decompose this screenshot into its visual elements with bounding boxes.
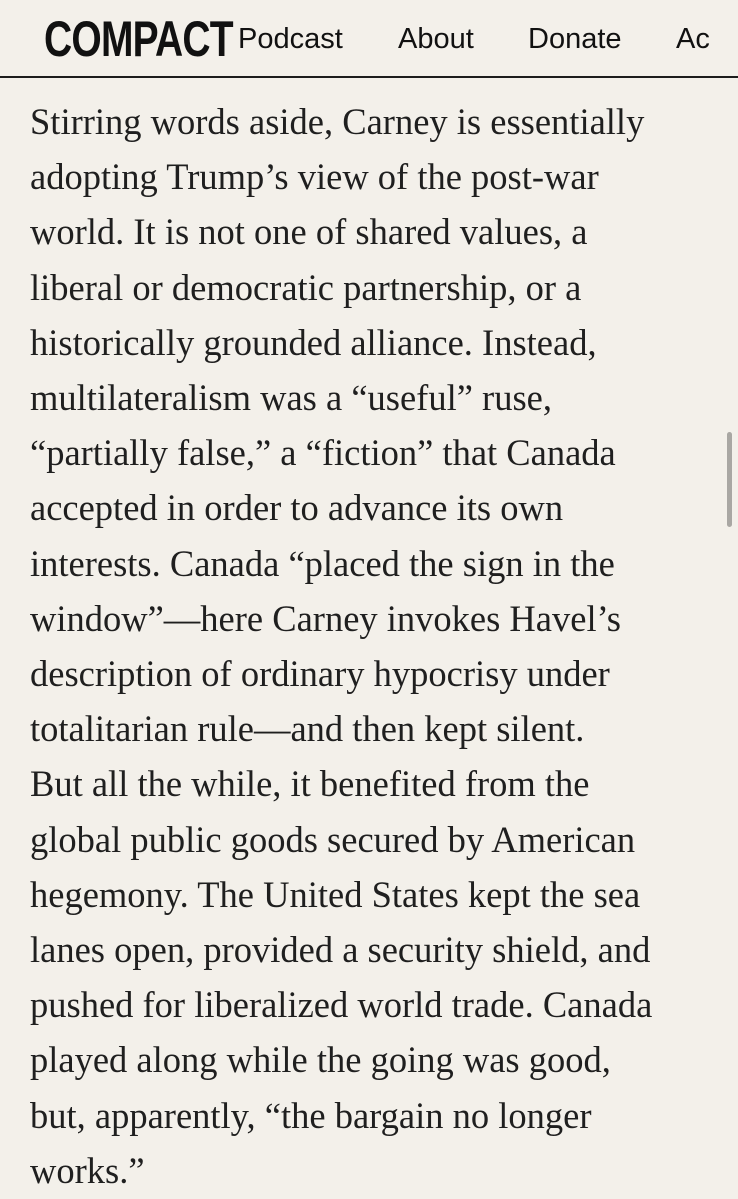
paragraph-line: “partially false,” a “fiction” that Canada (30, 432, 616, 474)
paragraph-line: works.” (30, 1149, 145, 1191)
scrollbar-thumb[interactable] (727, 432, 732, 527)
paragraph-line: adopting Trump’s view of the post-war (30, 156, 599, 198)
paragraph-line: global public goods secured by American (30, 818, 636, 860)
nav-link-truncated[interactable]: Ac (676, 23, 710, 55)
site-header (0, 0, 738, 78)
nav-link-about[interactable]: About (398, 23, 474, 55)
paragraph-line: window”—here Carney invokes Havel’s (30, 597, 621, 639)
paragraph-line: liberal or democratic partnership, or a (30, 266, 582, 308)
paragraph-line: totalitarian rule—and then kept silent. (30, 708, 585, 750)
paragraph-line: world. It is not one of shared values, a (30, 211, 588, 253)
site-logo[interactable]: COMPACT (44, 11, 233, 67)
paragraph-line: pushed for liberalized world trade. Canada (30, 984, 653, 1026)
nav-link-donate[interactable]: Donate (528, 23, 622, 55)
paragraph-line: interests. Canada “placed the sign in the (30, 542, 615, 584)
paragraph-line: accepted in order to advance its own (30, 487, 564, 529)
paragraph-line: description of ordinary hypocrisy under (30, 653, 610, 695)
paragraph-line: Stirring words aside, Carney is essentially (30, 101, 645, 142)
paragraph-line: But all the while, it benefited from the (30, 763, 590, 805)
paragraph-line: historically grounded alliance. Instead, (30, 321, 597, 363)
paragraph-line: lanes open, provided a security shield, and (30, 929, 651, 971)
paragraph-line: played along while the going was good, (30, 1039, 611, 1081)
article-paragraph (30, 94, 705, 1198)
nav-link-podcast[interactable]: Podcast (238, 23, 343, 55)
paragraph-line: multilateralism was a “useful” ruse, (30, 377, 552, 419)
article-body (30, 94, 705, 1198)
paragraph-line: but, apparently, “the bargain no longer (30, 1094, 592, 1136)
paragraph-line: hegemony. The United States kept the sea (30, 873, 641, 915)
